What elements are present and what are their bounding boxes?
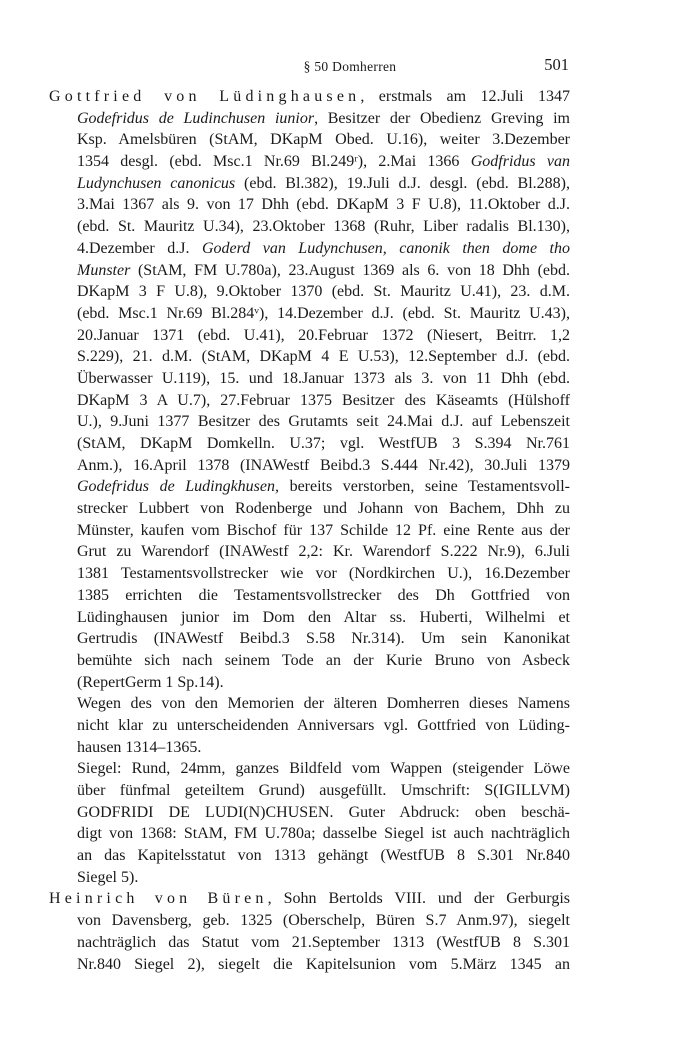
text-line (49, 932, 570, 954)
text-run: (RepertGerm 1 Sp.14). (77, 673, 224, 691)
text-run: Siegel 5). (77, 868, 139, 886)
text-run: , Sohn Bertolds VIII. und der Gerburgis (267, 890, 570, 908)
text-run: Grut zu Warendorf (INAWestf 2,2: Kr. Warendorf S.222 Nr.9), 6.Juli (77, 543, 570, 561)
text-line (49, 390, 570, 412)
text-run: an das Kapitelsstatut von 1313 gehängt (WestfUB 8 S.301 Nr.840 (77, 847, 570, 865)
text-line (49, 823, 570, 845)
person-name: Gottfried von Lüdinghausen (49, 88, 361, 105)
text-run: DKapM 3 F U.8), 9.Oktober 1370 (ebd. St. Mauritz U.41), 23. d.M. (77, 283, 570, 301)
text-run: 1385 errichten die Testamentsvollstrecker des Dh Gottfried von (77, 586, 570, 604)
text-line (49, 433, 570, 455)
italic-quote: Godfridus van (470, 153, 570, 171)
text-run: Anm.), 16.April 1378 (INAWestf Beibd.3 S.444 Nr.42), 30.Juli 1379 (77, 456, 570, 474)
text-run: U.), 9.Juni 1377 Besitzer des Grutamts seit 24.Mai d.J. auf Lebenszeit (77, 413, 570, 431)
text-line (49, 585, 570, 607)
text-run: bemühte sich nach seinem Tode an der Kurie Bruno von Asbeck (77, 651, 570, 669)
text-line (49, 476, 570, 498)
text-run: Gertrudis (INAWestf Beibd.3 S.58 Nr.314). Um sein Kanonikat (77, 630, 570, 648)
text-line (49, 411, 570, 433)
text-run: nicht klar zu unterscheidenden Anniversars vgl. Gottfried von Lüding- (77, 716, 570, 734)
italic-quote: Godefridus de Ludingkhusen, (77, 478, 280, 496)
text-line (49, 910, 570, 932)
text-line (49, 368, 570, 390)
text-line (49, 672, 570, 694)
text-run: (ebd. St. Mauritz U.34), 23.Oktober 1368 (Ruhr, Liber radalis Bl.130), (77, 218, 570, 236)
text-line (49, 867, 570, 889)
text-line (49, 780, 570, 802)
italic-quote: Ludynchusen canonicus (77, 174, 236, 192)
text-line (49, 541, 570, 563)
text-line (49, 173, 570, 195)
text-run: 1381 Testamentsvollstrecker wie vor (Nordkirchen U.), 16.Dezember (77, 565, 570, 583)
text-line (49, 216, 570, 238)
text-run: (StAM, DKapM Domkelln. U.37; vgl. WestfUB 3 S.394 Nr.761 (77, 435, 570, 452)
text-run: DKapM 3 A U.7), 27.Februar 1375 Besitzer des Käseamts (Hülshoff (77, 391, 570, 409)
text-line (49, 325, 570, 347)
text-run: Überwasser U.119), 15. und 18.Januar 1373 als 3. von 11 Dhh (ebd. (77, 369, 570, 387)
page-number: 501 (544, 55, 569, 74)
text-run: Münster, kaufen vom Bischof für 137 Schilde 12 Pf. eine Rente aus der (77, 521, 570, 539)
text-run: (ebd. Msc.1 Nr.69 Bl.284ᵛ), 14.Dezember d.J. (ebd. St. Mauritz U.43), (77, 304, 570, 322)
text-run: 3.Mai 1367 als 9. von 17 Dhh (ebd. DKapM 3 F U.8), 11.Oktober d.J. (77, 196, 570, 214)
text-run: Nr.840 Siegel 2), siegelt die Kapitelsunion vom 5.März 1345 an (77, 955, 570, 973)
text-run: (StAM, FM U.780a), 23.August 1369 als 6. von 18 Dhh (ebd. (130, 261, 570, 279)
text-run: nachträglich das Statut vom 21.September 1313 (WestfUB 8 S.301 (77, 933, 570, 951)
text-run: , erstmals am 12.Juli 1347 (360, 88, 570, 105)
text-run: (ebd. Bl.382), 19.Juli d.J. desgl. (ebd. Bl.288), (235, 174, 570, 192)
text-line (49, 628, 570, 650)
text-run: 1354 desgl. (ebd. Msc.1 Nr.69 Bl.249ʳ), 2.Mai 1366 (77, 153, 471, 171)
italic-quote: Goderd van Ludynchusen, canonik then dome tho (201, 239, 570, 257)
text-run: von Davensberg, geb. 1325 (Oberschelp, Büren S.7 Anm.97), siegelt (77, 912, 570, 930)
text-line (49, 845, 570, 867)
running-header (0, 55, 700, 79)
text-run: strecker Lubbert von Rodenberge und Johann von Bachem, Dhh zu (77, 500, 570, 518)
text-run: Wegen des von den Memorien der älteren Domherren dieses Namens (77, 695, 570, 713)
text-line (49, 954, 570, 976)
person-name: Heinrich von Büren (49, 890, 268, 908)
text-line (49, 303, 570, 325)
text-line (49, 194, 570, 216)
text-body (49, 86, 570, 975)
text-run: hausen 1314–1365. (77, 738, 202, 756)
text-line (49, 129, 570, 151)
text-line (49, 563, 570, 585)
text-line (49, 607, 570, 629)
text-line (49, 758, 570, 780)
text-run: , Besitzer der Obedienz Greving im (314, 109, 570, 127)
text-line (49, 281, 570, 303)
text-line (49, 455, 570, 477)
text-line (49, 693, 570, 715)
entry-heading-line (49, 86, 570, 108)
text-run: Siegel: Rund, 24mm, ganzes Bildfeld vom Wappen (steigender Löwe (77, 760, 570, 778)
text-line (49, 260, 570, 282)
text-line (49, 650, 570, 672)
text-line (49, 238, 570, 260)
text-line (49, 715, 570, 737)
text-run: über fünfmal geteiltem Grund) ausgefüllt. Umschrift: S(IGILLVM) (77, 782, 570, 799)
running-title: § 50 Domherren (303, 59, 397, 74)
register-entry (49, 86, 570, 888)
text-line (49, 737, 570, 759)
italic-quote: Godefridus de Ludinchusen iunior (77, 109, 315, 127)
text-run: 4.Dezember d.J. (77, 239, 202, 257)
text-run: bereits verstorben, seine Testamentsvoll- (279, 478, 570, 496)
text-run: digt von 1368: StAM, FM U.780a; dasselbe Siegel ist auch nachträglich (77, 825, 570, 843)
text-run: Ksp. Amelsbüren (StAM, DKapM Obed. U.16), weiter 3.Dezember (77, 131, 570, 149)
text-run: S.229), 21. d.M. (StAM, DKapM 4 E U.53), 12.September d.J. (ebd. (77, 348, 570, 366)
register-entry (49, 888, 570, 975)
text-line (49, 498, 570, 520)
text-line (49, 802, 570, 824)
entry-heading-line (49, 888, 570, 910)
text-line (49, 520, 570, 542)
italic-quote: Munster (77, 261, 131, 279)
text-run: Lüdinghausen junior im Dom den Altar ss. Huberti, Wilhelmi et (77, 608, 570, 626)
text-run: GODFRIDI DE LUDI(N)CHUSEN. Guter Abdruck: oben beschä- (77, 803, 570, 821)
text-run: 20.Januar 1371 (ebd. U.41), 20.Februar 1372 (Niesert, Beitrr. 1,2 (77, 326, 570, 344)
text-line (49, 108, 570, 130)
text-line (49, 346, 570, 368)
text-line (49, 151, 570, 173)
